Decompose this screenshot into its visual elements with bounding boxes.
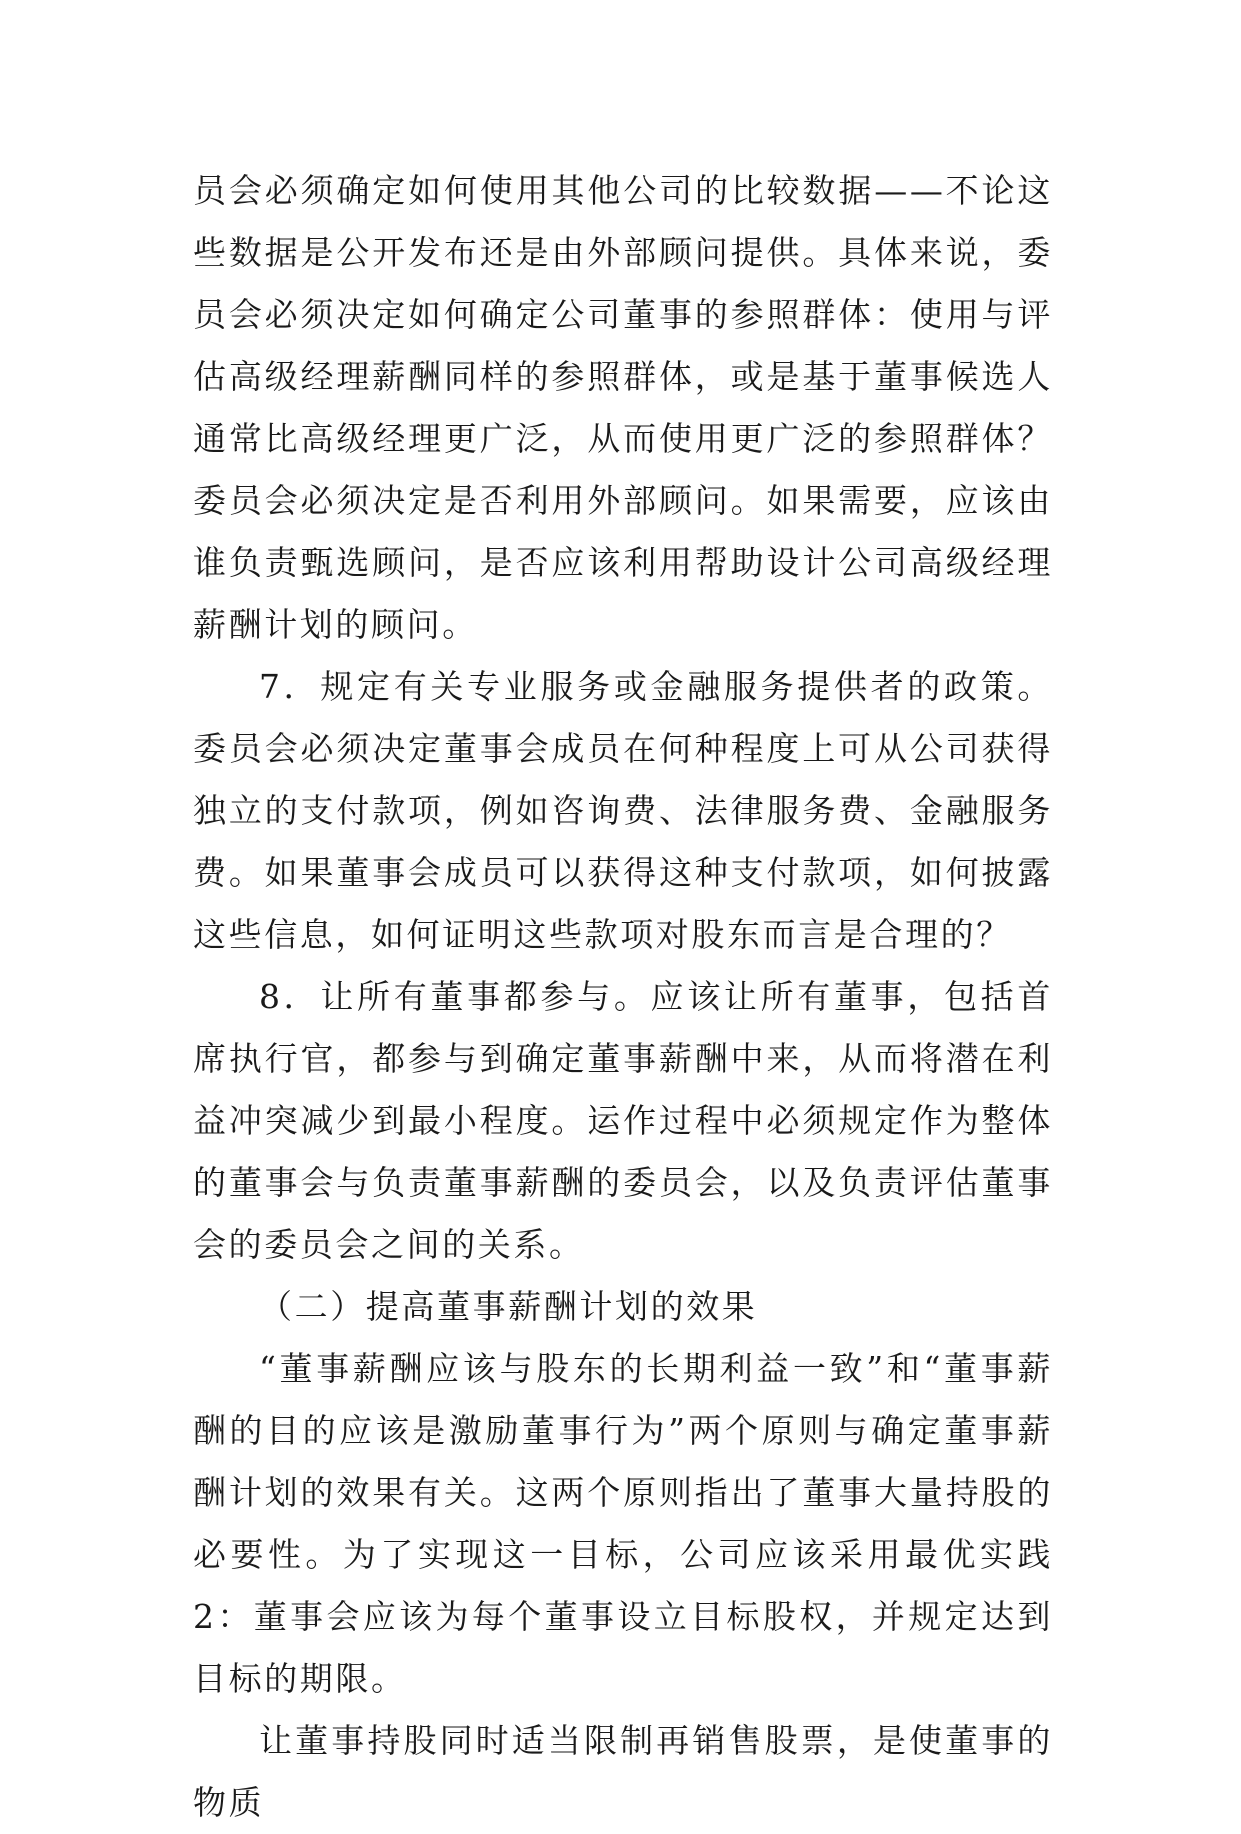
document-body	[193, 160, 1053, 1834]
paragraph-principles: “董事薪酬应该与股东的长期利益一致”和“董事薪酬的目的应该是激励董事行为”两个原则与确定董事薪酬计划的效果有关。这两个原则指出了董事大量持股的必要性。为了实现这一目标，公司应该采用最优实践2：董事会应该为每个董事设立目标股权，并规定达到目标的期限。	[193, 1349, 1053, 1698]
section-subheading: （二）提高董事薪酬计划的效果	[259, 1287, 758, 1326]
paragraph-continuation: 员会必须确定如何使用其他公司的比较数据——不论这些数据是公开发布还是由外部顾问提供。具体来说，委员会必须决定如何确定公司董事的参照群体：使用与评估高级经理薪酬同样的参照群体，或是基于董事候选人通常比高级经理更广泛，从而使用更广泛的参照群体？委员会必须决定是否利用外部顾问。如果需要，应该由谁负责甄选顾问，是否应该利用帮助设计公司高级经理薪酬计划的顾问。	[193, 171, 1053, 644]
paragraph-item-8: 8．让所有董事都参与。应该让所有董事，包括首席执行官，都参与到确定董事薪酬中来，从而将潜在利益冲突减少到最小程度。运作过程中必须规定作为整体的董事会与负责董事薪酬的委员会，以及负责评估董事会的委员会之间的关系。	[193, 977, 1053, 1264]
paragraph-item-7: 7．规定有关专业服务或金融服务提供者的政策。委员会必须决定董事会成员在何种程度上可从公司获得独立的支付款项，例如咨询费、法律服务费、金融服务费。如果董事会成员可以获得这种支付款项，如何披露这些信息，如何证明这些款项对股东而言是合理的？	[193, 667, 1053, 954]
paragraph-shareholding: 让董事持股同时适当限制再销售股票，是使董事的物质	[193, 1721, 1053, 1822]
